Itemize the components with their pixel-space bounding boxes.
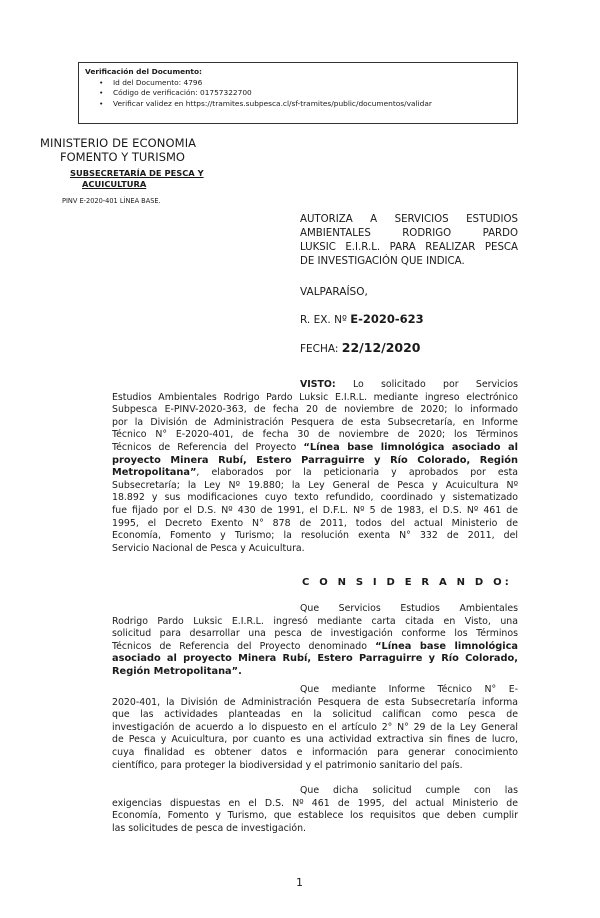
date-label: FECHA: [300,343,339,355]
text-fragment: Técnicos de Referencia del Proyecto denominado [112,640,367,652]
text-line: solicitud para desarrollar una pesca de investigación conforme los Términos [112,628,518,640]
text-line: Que mediante Informe Técnico N° E- [300,684,518,695]
text-line: 2020-401, la División de Administración Pesquera de esta Subsecretaría informa [112,696,518,708]
text-line [112,467,518,480]
text-line: Subsecretaría; la Ley Nº 19.880; la Ley General de Pesca y Acuicultura Nº [112,479,518,491]
text-line [112,442,518,455]
text-line: fue fijado por el D.S. Nº 430 de 1991, el D.F.L. Nº 5 de 1983, el D.S. Nº 461 de [112,504,518,516]
text-line: Estudios Ambientales Rodrigo Pardo Luksic E.I.R.L. mediante ingreso electrónico [112,391,518,403]
visto-label: VISTO: [300,379,336,390]
text-line: 1995, el Decreto Exento N° 878 de 2011, todos del actual Ministerio de [112,517,518,529]
ministry-name-line2: FOMENTO Y TURISMO [60,150,185,164]
considerando-heading: C O N S I D E R A N D O: [302,577,512,588]
title-line: DE INVESTIGACIÓN QUE INDICA. [300,256,465,267]
verification-box [78,62,518,124]
project-name-line: Región Metropolitana”. [112,665,242,677]
ministry-name: MINISTERIO DE ECONOMIA [40,136,197,150]
considerando-paragraph-2 [112,684,518,772]
text-line [112,379,518,392]
project-name: Metropolitana” [112,467,197,479]
text-line: Subpesca E-PINV-2020-363, de fecha 20 de noviembre de 2020; lo informado [112,404,518,416]
considerando-paragraph-3 [112,785,518,835]
subsecretaria-line2: ACUICULTURA [82,179,147,189]
text-line: Servicio Nacional de Pesca y Acuicultura. [112,542,305,554]
text-line: que las actividades planteadas en la solicitud califican como pesca de [112,709,518,721]
resolution-number [300,312,424,326]
text-line: de Pesca y Acuicultura, por cuanto es una actividad extractiva sin fines de lucro, [112,734,518,746]
title-line: AMBIENTALES RODRIGO PARDO [300,228,518,239]
title-line: LUKSIC E.I.R.L. PARA REALIZAR PESCA [300,242,518,253]
text-line: Economía, Fomento y Turismo, que establece los requisitos que deben cumplir [112,810,518,822]
visto-paragraph [112,379,518,555]
verification-title: Verificación del Documento: [85,67,202,76]
project-name-line: proyecto Minera Rubí, Estero Parraguirre y Río Colorado, Región [112,454,518,466]
text-fragment: Lo solicitado por Servicios [352,379,518,390]
text-line: las solicitudes de pesca de investigación. [112,822,307,834]
resolution-title [300,213,518,269]
verification-list [85,78,517,110]
text-line: científico, para proteger la biodiversidad y el patrimonio sanitario del país. [112,759,463,771]
text-line: por la División de Administración Pesquera de esta Subsecretaría, en Informe [112,416,518,428]
title-line: AUTORIZA A SERVICIOS ESTUDIOS [300,214,518,225]
text-line: Economía, Fomento y Turismo; la resolución exenta N° 332 de 2011, del [112,530,518,542]
document-id: • Id del Documento: 4796 [113,78,517,89]
project-name: “Línea base limnológica asociado al [303,441,519,453]
text-fragment: , elaborados por la peticionaria y aprobados por esta [196,467,518,479]
place: VALPARAÍSO, [300,286,368,298]
text-line: Técnico N° E-2020-401, de fecha 30 de noviembre de 2020; los Términos [112,429,518,441]
subsecretaria-name [70,168,210,190]
text-line: exigencias dispuestas en el D.S. Nº 461 de 1995, del actual Ministerio de [112,797,518,809]
text-line [112,641,518,654]
text-line: 18.892 y sus modificaciones cuyo texto refundido, coordinado y sistematizado [112,492,518,504]
rex-label: R. EX. Nº [300,314,347,326]
page-number: 1 [296,876,303,889]
verification-code: • Código de verificación: 01757322700 [113,88,517,99]
text-fragment: Técnicos de Referencia del Proyecto [112,441,297,453]
text-line: cuya finalidad es obtener datos e información para generar conocimiento [112,746,518,758]
verification-url[interactable]: • Verificar validez en https://tramites.subpesca.cl/sf-tramites/public/documentos/validar [113,99,517,110]
reference-code: PINV E-2020-401 LÍNEA BASE. [62,197,161,205]
date-value: 22/12/2020 [341,340,421,355]
resolution-date [300,340,421,355]
project-name: “Línea base limnológica [375,640,519,652]
text-line: investigación de acuerdo a lo dispuesto en el artículo 2° N° 29 de la Ley General [112,721,518,733]
text-line: Que Servicios Estudios Ambientales [300,603,518,614]
rex-number: E-2020-623 [350,312,424,326]
project-name-line: asociado al proyecto Minera Rubí, Estero Parraguirre y Río Colorado, [112,653,518,665]
considerando-paragraph-1 [112,603,518,679]
text-line: Que dicha solicitud cumple con las [300,785,518,796]
text-line: Rodrigo Pardo Luksic E.I.R.L. ingresó mediante carta citada en Visto, una [112,615,518,627]
subsecretaria-line1: SUBSECRETARÍA DE PESCA Y [70,168,204,178]
